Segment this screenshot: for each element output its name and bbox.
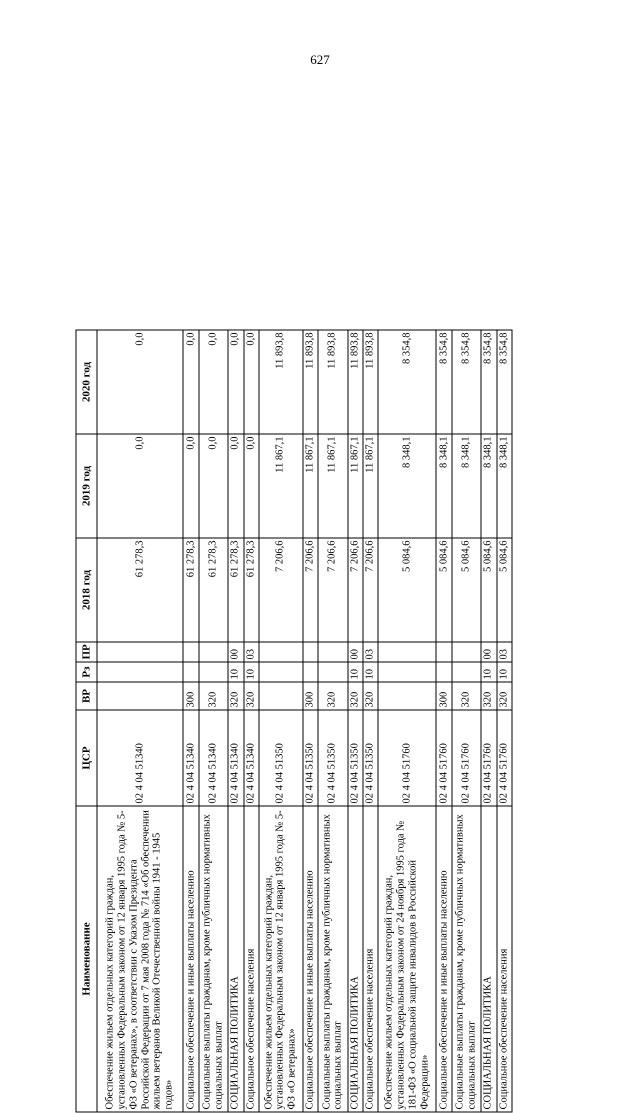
- row-2019: 0,0: [228, 434, 243, 538]
- row-pr: 00: [481, 642, 496, 662]
- row-2018: 7 206,6: [318, 538, 348, 642]
- row-2020: 0,0: [199, 330, 229, 434]
- row-csr: 02 4 04 51340: [183, 710, 198, 806]
- row-2018: 61 278,3: [183, 538, 198, 642]
- row-2019: 8 348,1: [436, 434, 451, 538]
- row-csr: 02 4 04 51340: [199, 710, 229, 806]
- row-csr: 02 4 04 51350: [363, 710, 378, 806]
- row-pr: 03: [363, 642, 378, 662]
- row-name: Обеспечение жильем отдельных категорий граждан, установленных Федеральным законом от 12 января 1995 года № 5-ФЗ «О ветеранах», в соответствии с Указом Президента Российской Федерации от 7 мая 2008 года № 714 «Об обеспечении жильем ветеранов Великой Отечественной войны 1941 - 1945 годов»: [97, 806, 183, 1112]
- row-pr: [318, 642, 348, 662]
- row-pr: [199, 642, 229, 662]
- row-csr: 02 4 04 51760: [497, 710, 512, 806]
- row-2018: 5 084,6: [481, 538, 496, 642]
- row-rz: [183, 662, 198, 682]
- row-2019: 11 867,1: [318, 434, 348, 538]
- table-row: [497, 330, 512, 1112]
- row-rz: [378, 662, 436, 682]
- row-name: Социальное обеспечение населения: [497, 806, 512, 1112]
- row-2020: 11 893,8: [318, 330, 348, 434]
- row-2020: 0,0: [244, 330, 259, 434]
- row-pr: [378, 642, 436, 662]
- row-pr: 03: [244, 642, 259, 662]
- row-name: Социальные выплаты гражданам, кроме публичных нормативных социальных выплат: [318, 806, 348, 1112]
- header-2019: 2019 год: [76, 434, 97, 538]
- row-vr: [378, 682, 436, 710]
- row-2019: 8 348,1: [481, 434, 496, 538]
- table-row: [199, 330, 229, 1112]
- row-vr: 320: [318, 682, 348, 710]
- row-rz: [303, 662, 318, 682]
- row-vr: 320: [452, 682, 482, 710]
- row-vr: 320: [363, 682, 378, 710]
- row-2019: 8 348,1: [452, 434, 482, 538]
- row-vr: 300: [303, 682, 318, 710]
- table-row: [348, 330, 363, 1112]
- table-row: [303, 330, 318, 1112]
- row-2018: 7 206,6: [348, 538, 363, 642]
- row-2020: 8 354,8: [497, 330, 512, 434]
- row-2020: 8 354,8: [436, 330, 451, 434]
- row-2019: 11 867,1: [303, 434, 318, 538]
- row-2019: 8 348,1: [378, 434, 436, 538]
- row-pr: [183, 642, 198, 662]
- row-csr: 02 4 04 51760: [436, 710, 451, 806]
- row-name: Обеспечение жильем отдельных категорий граждан, установленных Федеральным законом от 12 января 1995 года № 5-ФЗ «О ветеранах»: [259, 806, 303, 1112]
- row-pr: [97, 642, 183, 662]
- table-row: [318, 330, 348, 1112]
- row-vr: 320: [228, 682, 243, 710]
- row-2019: 8 348,1: [497, 434, 512, 538]
- row-rz: 10: [363, 662, 378, 682]
- header-vr: ВР: [76, 682, 97, 710]
- table-header-row: [76, 330, 97, 1112]
- row-2019: 0,0: [199, 434, 229, 538]
- row-name: Социальные выплаты гражданам, кроме публичных нормативных социальных выплат: [199, 806, 229, 1112]
- row-rz: 10: [497, 662, 512, 682]
- table-row: [481, 330, 496, 1112]
- row-csr: 02 4 04 51340: [244, 710, 259, 806]
- row-rz: [259, 662, 303, 682]
- row-pr: 00: [348, 642, 363, 662]
- row-2019: 0,0: [97, 434, 183, 538]
- row-name: Социальное обеспечение и иные выплаты населению: [183, 806, 198, 1112]
- row-2018: 5 084,6: [378, 538, 436, 642]
- row-2019: 11 867,1: [348, 434, 363, 538]
- row-vr: [97, 682, 183, 710]
- row-csr: 02 4 04 51350: [303, 710, 318, 806]
- table-row: [259, 330, 303, 1112]
- row-2020: 11 893,8: [303, 330, 318, 434]
- row-csr: 02 4 04 51760: [481, 710, 496, 806]
- row-rz: 10: [348, 662, 363, 682]
- row-vr: 320: [348, 682, 363, 710]
- row-pr: [436, 642, 451, 662]
- table-row: [244, 330, 259, 1112]
- row-2018: 5 084,6: [452, 538, 482, 642]
- page-number: 627: [310, 52, 330, 67]
- row-2020: 8 354,8: [481, 330, 496, 434]
- row-2018: 61 278,3: [244, 538, 259, 642]
- row-csr: 02 4 04 51350: [259, 710, 303, 806]
- row-2020: 11 893,8: [259, 330, 303, 434]
- row-rz: 10: [244, 662, 259, 682]
- budget-table: [76, 330, 513, 1113]
- row-vr: 300: [183, 682, 198, 710]
- row-name: СОЦИАЛЬНАЯ ПОЛИТИКА: [348, 806, 363, 1112]
- row-2019: 0,0: [183, 434, 198, 538]
- row-2019: 0,0: [244, 434, 259, 538]
- row-name: Обеспечение жильем отдельных категорий граждан, установленных Федеральным законом от 24 ноября 1995 года № 181-ФЗ «О социальной защите инвалидов в Российской Федерации»: [378, 806, 436, 1112]
- row-name: Социальные выплаты гражданам, кроме публичных нормативных социальных выплат: [452, 806, 482, 1112]
- row-2020: 11 893,8: [348, 330, 363, 434]
- row-2020: 11 893,8: [363, 330, 378, 434]
- row-pr: 00: [228, 642, 243, 662]
- row-rz: [199, 662, 229, 682]
- header-csr: ЦСР: [76, 710, 97, 806]
- header-name: Наименование: [76, 806, 97, 1112]
- table-row: [378, 330, 436, 1112]
- row-csr: 02 4 04 51340: [228, 710, 243, 806]
- row-pr: [259, 642, 303, 662]
- row-name: Социальное обеспечение населения: [244, 806, 259, 1112]
- table-row: [436, 330, 451, 1112]
- row-rz: [318, 662, 348, 682]
- row-vr: 320: [244, 682, 259, 710]
- row-pr: [303, 642, 318, 662]
- table-row: [452, 330, 482, 1112]
- row-name: Социальное обеспечение и иные выплаты населению: [436, 806, 451, 1112]
- row-vr: [259, 682, 303, 710]
- header-2018: 2018 год: [76, 538, 97, 642]
- header-rz: Рз: [76, 662, 97, 682]
- row-pr: [452, 642, 482, 662]
- row-2020: 8 354,8: [452, 330, 482, 434]
- row-vr: 300: [436, 682, 451, 710]
- row-2020: 0,0: [183, 330, 198, 434]
- row-pr: 03: [497, 642, 512, 662]
- row-rz: [436, 662, 451, 682]
- row-vr: 320: [199, 682, 229, 710]
- header-2020: 2020 год: [76, 330, 97, 434]
- row-2018: 5 084,6: [497, 538, 512, 642]
- row-2019: 11 867,1: [259, 434, 303, 538]
- row-2018: 7 206,6: [303, 538, 318, 642]
- row-csr: 02 4 04 51350: [348, 710, 363, 806]
- row-vr: 320: [481, 682, 496, 710]
- budget-table-container: [76, 331, 513, 1113]
- row-2018: 61 278,3: [97, 538, 183, 642]
- header-pr: ПР: [76, 642, 97, 662]
- row-rz: 10: [228, 662, 243, 682]
- table-row: [97, 330, 183, 1112]
- row-name: СОЦИАЛЬНАЯ ПОЛИТИКА: [228, 806, 243, 1112]
- row-2018: 61 278,3: [228, 538, 243, 642]
- row-2019: 11 867,1: [363, 434, 378, 538]
- row-2018: 7 206,6: [259, 538, 303, 642]
- row-2020: 0,0: [228, 330, 243, 434]
- table-row: [228, 330, 243, 1112]
- row-2020: 8 354,8: [378, 330, 436, 434]
- table-row: [183, 330, 198, 1112]
- row-csr: 02 4 04 51340: [97, 710, 183, 806]
- row-name: Социальное обеспечение населения: [363, 806, 378, 1112]
- row-csr: 02 4 04 51350: [318, 710, 348, 806]
- row-rz: [97, 662, 183, 682]
- row-csr: 02 4 04 51760: [452, 710, 482, 806]
- row-name: СОЦИАЛЬНАЯ ПОЛИТИКА: [481, 806, 496, 1112]
- row-2020: 0,0: [97, 330, 183, 434]
- row-vr: 320: [497, 682, 512, 710]
- row-rz: 10: [481, 662, 496, 682]
- row-rz: [452, 662, 482, 682]
- row-2018: 5 084,6: [436, 538, 451, 642]
- row-csr: 02 4 04 51760: [378, 710, 436, 806]
- row-2018: 7 206,6: [363, 538, 378, 642]
- row-name: Социальное обеспечение и иные выплаты населению: [303, 806, 318, 1112]
- row-2018: 61 278,3: [199, 538, 229, 642]
- table-row: [363, 330, 378, 1112]
